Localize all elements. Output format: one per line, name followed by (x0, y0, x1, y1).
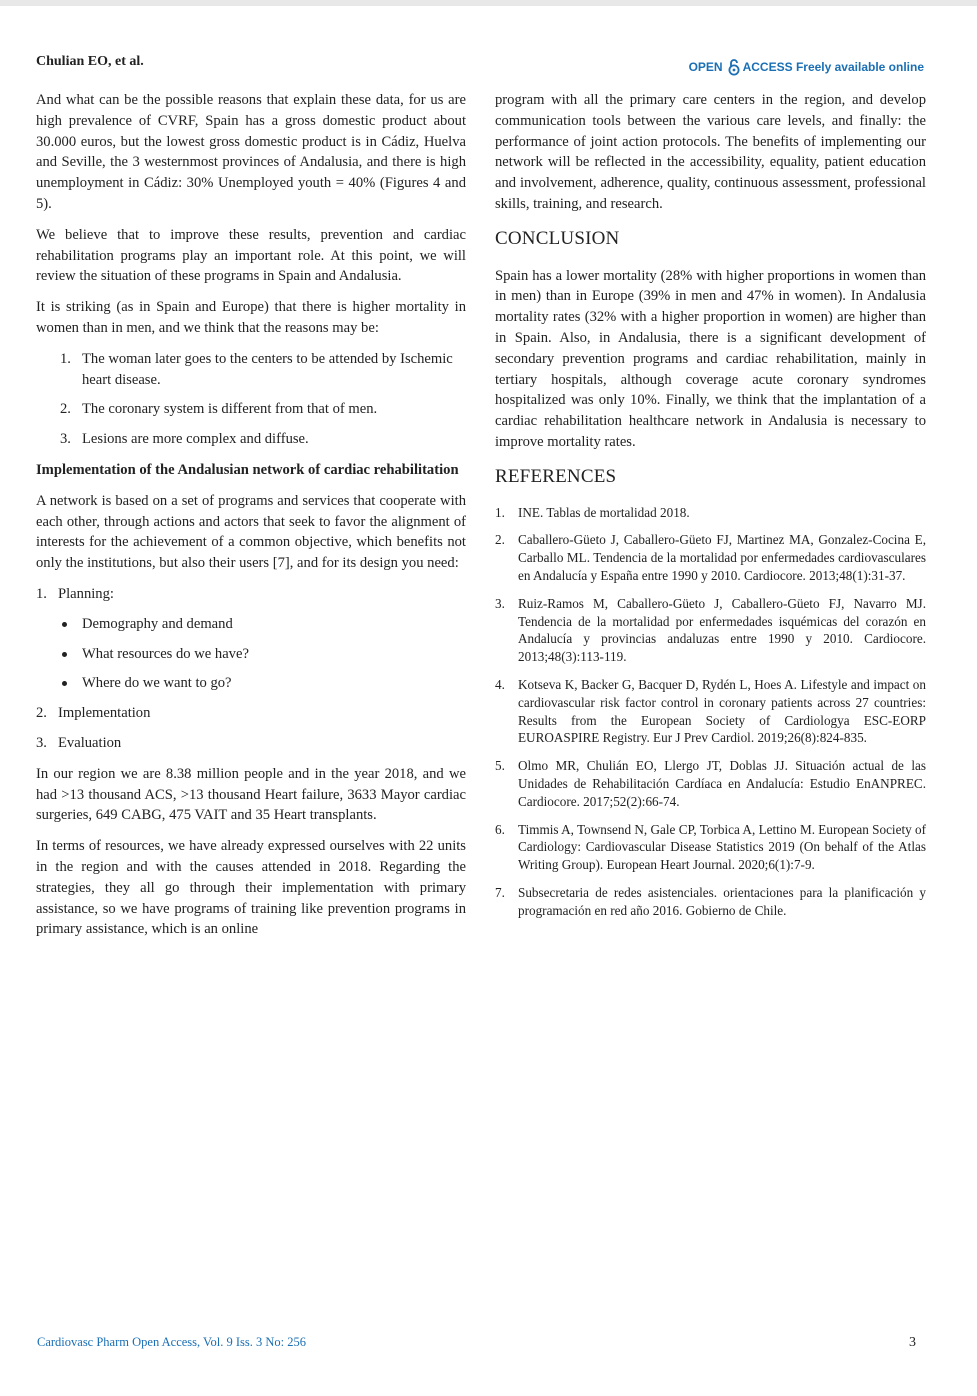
paragraph: program with all the primary care centers in the region, and develop communication tools between the various care levels, and finally: the performance of joint action protocols. The benefits of implementing our network will be reflected in the accessibility, equality, patient education and involvement, adherence, quality, continuous assessment, professional skills, training, and research. (495, 92, 926, 212)
references-heading: REFERENCES (495, 465, 617, 487)
paragraph: It is striking (as in Spain and Europe) that there is higher mortality in women than in men, and we think that the reasons may be: (36, 299, 466, 336)
references-list (495, 504, 926, 920)
reference-item: 2. Caballero-Güeto J, Caballero-Güeto FJ, Martinez MA, Gonzalez-Cocina E, Carballo ML. Tendencia de la mortalidad por enfermedades cardiovasculares en Andalucía y España entre 1990 y 2010. Cardiocore. 2013;48(1):31-37. (495, 532, 926, 583)
reference-item: 4. Kotseva K, Backer G, Bacquer D, Rydén L, Hoes A. Lifestyle and impact on cardiovascular risk factor control in coronary patients across 27 countries: Results from the European Society of Cardiologya ESC-EORP EUROASPIRE Registry. Eur J Prev Cardiol. 2019;26(8):824-835. (495, 676, 926, 746)
list-item: 2. The coronary system is different from that of men. (60, 401, 378, 418)
right-column (495, 90, 926, 929)
reference-item: 6. Timmis A, Townsend N, Gale CP, Torbica A, Lettino M. European Society of Cardiology: Cardiovascular Disease Statistics 2019 (On behalf of the Atlas Writing Group). European Heart Journal. 2020;6(1):7-9. (495, 821, 926, 873)
reasons-list (36, 349, 466, 450)
bullet-item: Demography and demand (36, 614, 466, 635)
list-item: 1. The woman later goes to the centers to be attended by Ischemic heart disease. (60, 350, 453, 388)
paragraph: In terms of resources, we have already expressed ourselves with 22 units in the region and with the causes attended in 2018. Regarding the strategies, they all go through their implementation with primary assistance, so we have programs of training like prevention programs in primary assistance, which is an online (36, 838, 466, 938)
conclusion-heading: CONCLUSION (495, 227, 620, 249)
planning-bullets (36, 614, 466, 694)
open-access-open-text: OPEN (688, 60, 723, 74)
open-access-badge (689, 58, 924, 76)
reference-item: 1. INE. Tablas de mortalidad 2018. (495, 504, 690, 520)
page-number: 3 (909, 1335, 916, 1350)
paragraph: In our region we are 8.38 million people and in the year 2018, and we had >13 thousand ACS, >13 thousand Heart failure, 3633 Mayor cardiac surgeries, 649 CABG, 475 VAIT and 35 Heart transplants. (36, 765, 466, 824)
reference-item: 3. Ruiz-Ramos M, Caballero-Güeto J, Caballero-Güeto FJ, Navarro MJ. Tendencia de la mortalidad por enfermedades isquémicas del corazón en Andalucía y provincias andaluzas entre 1990 y 2010. Cardiocore. 2013;48(3):113-119. (495, 595, 926, 665)
section-subheading: Implementation of the Andalusian network of cardiac rehabilitation (36, 461, 459, 478)
open-access-lock-icon (727, 58, 741, 76)
conclusion-paragraph: Spain has a lower mortality (28% with higher proportions in women than in men) than in Europe (39% in men and 47% in women). In Andalusia mortality rates (32% with a higher proportion in women) are higher than in Spain. Also, in Andalusia, there is a significant development of secondary prevention programs and cardiac rehabilitation, mainly in tertiary hospitals, although coverage acute coronary syndromes hospitalized was only 10%. Finally, we think that the implantation of a cardiac rehabilitation healthcare network in Andalusia is necessary to improve mortality rates. (495, 267, 926, 450)
footer-journal-citation: Cardiovasc Pharm Open Access, Vol. 9 Iss. 3 No: 256 (37, 1335, 306, 1349)
reference-item: 5. Olmo MR, Chulián EO, Llergo JT, Doblas JJ. Situación actual de las Unidades de Rehabilitación Cardíaca en Andalucía: Estudio EnANPREC. Cardiocore. 2017;52(2):66-74. (495, 758, 926, 809)
open-access-rest-text: ACCESS Freely available online (742, 60, 924, 74)
running-head-author: Chulian EO, et al. (36, 54, 144, 69)
list-item: 1. Planning: Demography and demand What resources do we have? Where do we want to go? (36, 584, 466, 694)
paragraph: A network is based on a set of programs and services that cooperate with each other, through actions and actors that seek to favor the alignment of interests for the achievement of a common objective, which benefits not only the institutions, but also their users [7], and for its design you need: (36, 492, 466, 572)
paragraph: We believe that to improve these results, prevention and cardiac rehabilitation programs play an important role. At this point, we will review the situation of these programs in Spain and Andalusia. (36, 226, 466, 285)
list-item: 3. Evaluation (36, 734, 122, 751)
paragraph: And what can be the possible reasons that explain these data, for us are high prevalence of CVRF, Spain has a gross domestic product about 30.000 euros, but the lowest gross domestic product is in Cádiz, Huelva and Seville, the 3 westernmost provinces of Andalusia, and there is high unemployment in Cádiz: 30% Unemployed youth = 40% (Figures 4 and 5). (36, 92, 466, 212)
reference-item: 7. Subsecretaria de redes asistenciales. orientaciones para la planificación y programación en red año 2016. Gobierno de Chile. (495, 884, 926, 918)
bullet-item: Where do we want to go? (36, 673, 466, 694)
list-item: 2. Implementation (36, 705, 151, 722)
design-steps-list (36, 584, 466, 754)
left-column (36, 90, 466, 950)
list-item: 3. Lesions are more complex and diffuse. (60, 431, 309, 448)
bullet-item: What resources do we have? (36, 644, 466, 665)
